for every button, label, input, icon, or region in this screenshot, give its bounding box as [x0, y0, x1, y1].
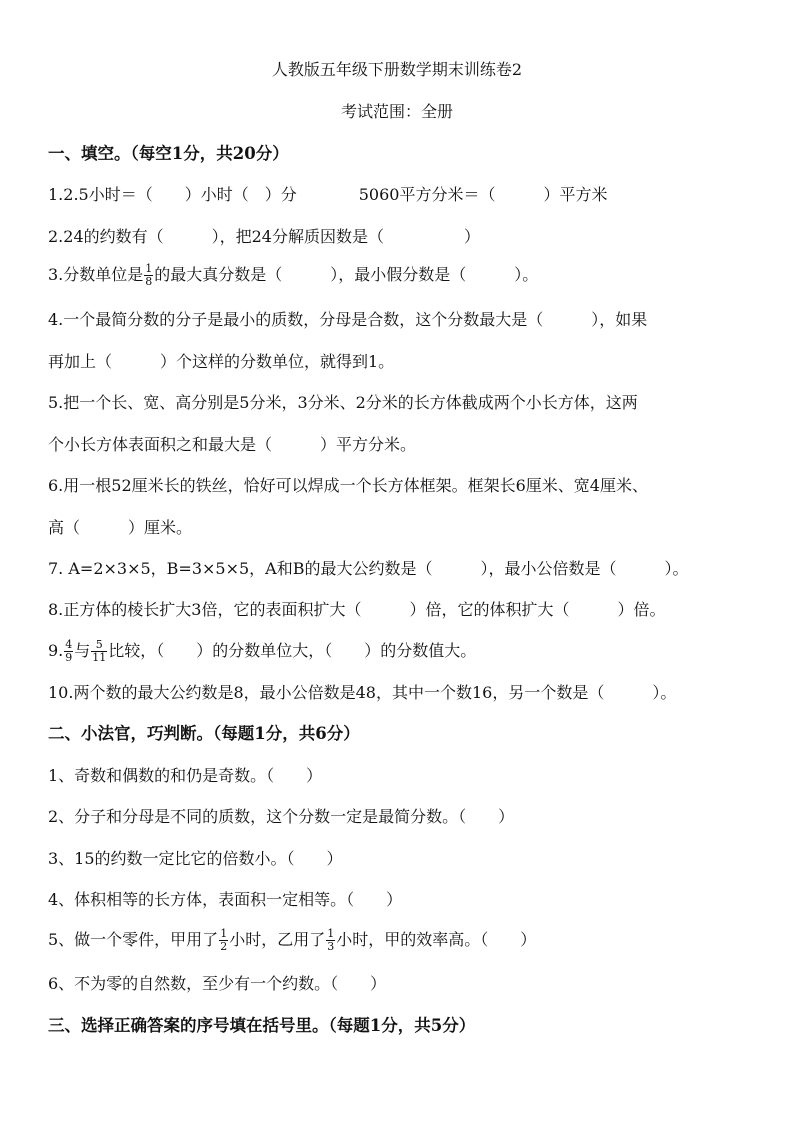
fraction-denominator: 8: [145, 275, 153, 288]
judge-5-suffix: 小时，甲的效率高。（ ）: [336, 930, 537, 949]
judge-1: 1、奇数和偶数的和仍是奇数。（ ）: [48, 766, 323, 785]
fraction-four-ninths: [64, 639, 73, 664]
question-9-prefix: 9.: [48, 641, 64, 660]
fraction-denominator: 2: [220, 940, 228, 953]
judge-6: 6、不为零的自然数，至少有一个约数。（ ）: [48, 974, 387, 993]
fraction-five-elevenths: [91, 639, 107, 664]
fraction-denominator: 11: [92, 651, 107, 664]
question-1: [48, 184, 607, 206]
fraction-numerator: 1: [220, 927, 228, 940]
fraction-one-third: [326, 928, 335, 953]
question-4-line-2: 再加上（ ）个这样的分数单位，就得到1。: [48, 352, 395, 371]
exam-scope: 考试范围：全册: [340, 102, 453, 121]
question-3: [48, 263, 538, 288]
question-6-line-1: 6.用一根52厘米长的铁丝，恰好可以焊成一个长方体框架。框架长6厘米、宽4厘米、: [48, 476, 648, 495]
judge-2: 2、分子和分母是不同的质数，这个分数一定是最简分数。（ ）: [48, 807, 515, 826]
question-5-line-1: 5.把一个长、宽、高分别是5分米，3分米、2分米的长方体截成两个小长方体，这两: [48, 393, 638, 412]
question-1-part-a: 1.2.5小时＝（ ）小时（ ）分: [48, 185, 297, 204]
question-8: 8.正方体的棱长扩大3倍，它的表面积扩大（ ）倍，它的体积扩大（ ）倍。: [48, 600, 666, 619]
question-5-line-2: 个小长方体表面积之和最大是（ ）平方分米。: [48, 435, 417, 454]
section-3-heading: 三、选择正确答案的序号填在括号里。（每题1分，共5分）: [48, 1016, 476, 1035]
question-6-line-2: 高（ ）厘米。: [48, 518, 193, 537]
judge-5: [48, 928, 536, 953]
question-10: 10.两个数的最大公约数是8，最小公倍数是48，其中一个数16，另一个数是（ ）。: [48, 683, 677, 702]
question-2: 2.24的约数有（ ），把24分解质因数是（ ）: [48, 227, 480, 246]
judge-3: 3、15的约数一定比它的倍数小。（ ）: [48, 849, 343, 868]
question-7: 7. A=2×3×5，B=3×5×5，A和B的最大公约数是（ ），最小公倍数是（ ）。: [48, 559, 689, 578]
fraction-one-half: [219, 928, 228, 953]
judge-5-prefix: 5、做一个零件，甲用了: [48, 930, 219, 949]
section-2-heading: 二、小法官，巧判断。（每题1分，共6分）: [48, 724, 360, 743]
fraction-numerator: 4: [65, 638, 73, 651]
fraction-one-eighth: [144, 263, 153, 288]
judge-4: 4、体积相等的长方体，表面积一定相等。（ ）: [48, 890, 403, 909]
fraction-numerator: 1: [327, 927, 335, 940]
fraction-numerator: 5: [91, 639, 107, 652]
question-9: [48, 639, 476, 664]
section-1-heading: 一、填空。（每空1分，共20分）: [48, 144, 289, 163]
judge-5-middle: 小时，乙用了: [229, 930, 326, 949]
fraction-denominator: 9: [65, 651, 73, 664]
question-4-line-1: 4.一个最简分数的分子是最小的质数，分母是合数，这个分数最大是（ ），如果: [48, 310, 648, 329]
question-1-part-b: 5060平方分米＝（ ）平方米: [358, 185, 608, 204]
fraction-numerator: 1: [145, 262, 153, 275]
fraction-denominator: 3: [327, 940, 335, 953]
exam-title: 人教版五年级下册数学期末训练卷2: [271, 60, 523, 79]
question-9-suffix: 比较，（ ）的分数单位大，（ ）的分数值大。: [108, 641, 477, 660]
question-3-suffix: 的最大真分数是（ ），最小假分数是（ ）。: [154, 265, 539, 284]
question-3-prefix: 3.分数单位是: [48, 265, 144, 284]
question-9-middle: 与: [74, 641, 91, 660]
